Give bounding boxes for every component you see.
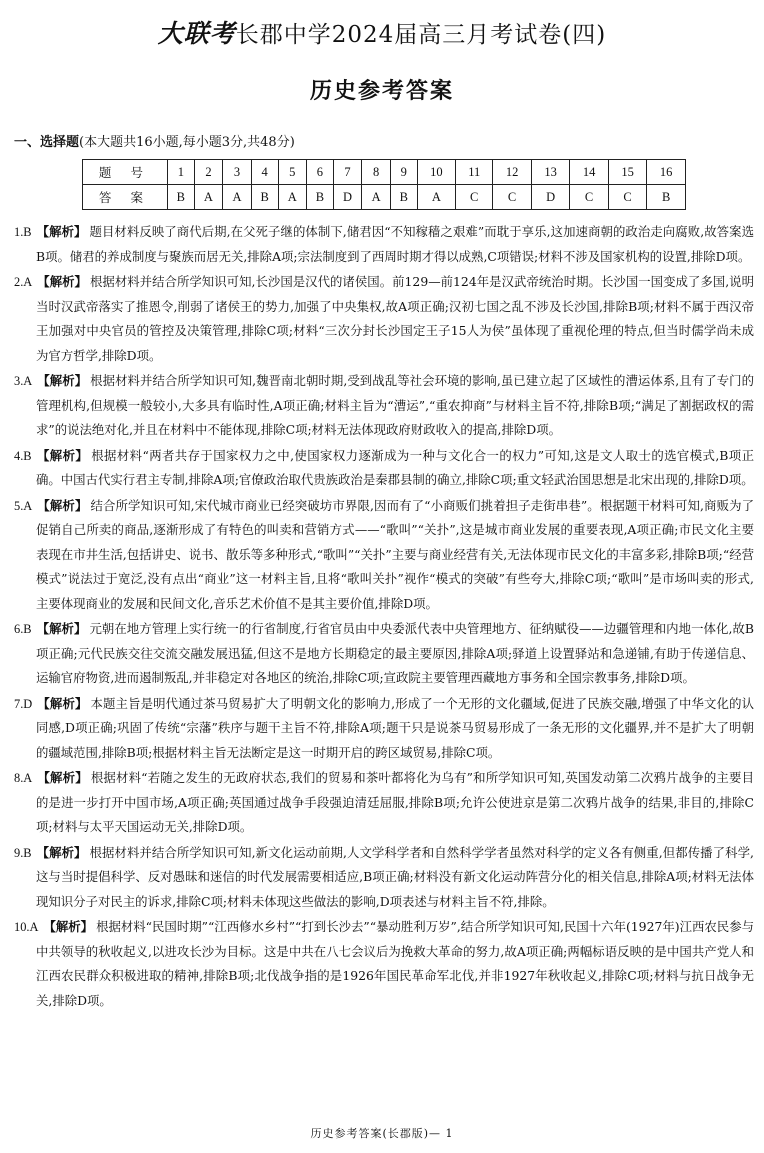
- item-number: 5.A: [14, 498, 33, 513]
- answer-row: [83, 185, 686, 210]
- question-number-cell: 4: [251, 160, 278, 185]
- question-number-cell: 5: [278, 160, 307, 185]
- item-number: 9.B: [14, 845, 32, 860]
- item-number: 7.D: [14, 696, 33, 711]
- answer-label: 答 案: [83, 185, 168, 210]
- section-note: (本大题共16小题,每小题3分,共48分): [79, 135, 295, 150]
- explanation-item: [14, 369, 754, 443]
- item-text: 本题主旨是明代通过茶马贸易扩大了明朝文化的影响力,形成了一个无形的文化疆域,促进了民族交融,增强了中华文化的认同感,D项正确;巩固了传统“宗藩”秩序与题干主旨不符,排除A项;题干只是说茶马贸易形成了一条无形的文化疆界,并不是扩大了明朝的疆域范围,排除B项;根据材料主旨无法断定是这一时期开启的跨区域贸易,排除C项。: [36, 695, 754, 760]
- explanation-list: [14, 220, 754, 1014]
- section-title: 一、选择题: [14, 135, 80, 150]
- brand-logo: 大联考: [157, 19, 236, 48]
- item-number: 3.A: [14, 374, 33, 388]
- item-text: 题目材料反映了商代后期,在父死子继的体制下,储君因“不知稼穑之艰难”而耽于享乐,这加速商朝的政治走向腐败,故答案选B项。储君的养成制度与聚族而居无关,排除A项;宗法制度到了西周时期才得以成熟,C项错误;材料不涉及国家机构的设置,排除D项。: [36, 224, 754, 264]
- explanation-item: [14, 494, 754, 617]
- question-number-cell: 13: [531, 160, 570, 185]
- answer-cell: D: [333, 185, 362, 210]
- analysis-tag: 【解析】: [36, 224, 87, 239]
- analysis-tag: 【解析】: [36, 621, 87, 636]
- question-number-cell: 6: [307, 160, 334, 185]
- answer-cell: C: [608, 185, 647, 210]
- question-number-cell: 8: [362, 160, 391, 185]
- explanation-item: [14, 841, 754, 915]
- explanation-item: [14, 692, 754, 766]
- answer-cell: C: [456, 185, 493, 210]
- exam-header: [0, 14, 764, 50]
- item-number: 2.A: [14, 275, 33, 289]
- item-text: 根据材料并结合所学知识可知,长沙国是汉代的诸侯国。前129—前124年是汉武帝统治时期。长沙国一国变成了多国,说明当时汉武帝落实了推恩令,削弱了诸侯王的势力,加强了中央集权,故A项正确;汉初七国之乱不涉及长沙国,排除B项;材料不属于西汉帝王加强对中央官员的管控及决策管理,排除C项;材料“三次分封长沙国定王子15人为侯”虽体现了重视伦理的特点,但当时儒学尚未成为官方哲学,排除D项。: [36, 274, 754, 363]
- answer-cell: C: [493, 185, 532, 210]
- item-text: 根据材料“两者共存于国家权力之中,使国家权力逐渐成为一种与文化合一的权力”可知,这是文人取士的选官模式,B项正确。中国古代实行君主专制,排除A项;官僚政治取代贵族政治是秦郡县制的确立,排除C项;重文轻武治国思想是北宋出现的,排除D项。: [36, 447, 755, 487]
- explanation-item: [14, 617, 754, 691]
- question-number-cell: 1: [168, 160, 195, 185]
- item-text: 根据材料并结合所学知识可知,新文化运动前期,人文学科学者和自然科学学者虽然对科学的定义各有侧重,但都传播了科学,这与当时提倡科学、反对愚昧和迷信的时代发展需要相适应,B项正确;材料没有新文化运动阵营分化的相关信息,排除A项;材料无法体现知识分子对民主的诉求,排除C项;材料未体现这些做法的影响,D项表述与材料主旨不符,排除。: [36, 844, 754, 909]
- explanation-item: [14, 766, 754, 840]
- document-title: 历史参考答案: [309, 79, 454, 104]
- analysis-tag: 【解析】: [36, 447, 89, 463]
- item-number: 4.B: [14, 448, 32, 463]
- item-number: 10.A: [14, 920, 39, 934]
- analysis-tag: 【解析】: [37, 373, 88, 388]
- item-text: 根据材料“若随之发生的无政府状态,我们的贸易和茶叶都将化为乌有”和所学知识可知,英国发动第二次鸦片战争的主要目的是进一步打开中国市场,A项正确;英国通过战争手段强迫清廷屈服,排除B项;允许公使进京是第二次鸦片战争的结果,非目的,排除C项;材料与太平天国运动无关,排除D项。: [36, 770, 755, 834]
- answer-cell: A: [362, 185, 391, 210]
- question-label: 题 号: [83, 160, 168, 185]
- answer-table: [82, 159, 686, 210]
- explanation-item: [14, 270, 754, 368]
- analysis-tag: 【解析】: [37, 497, 88, 513]
- analysis-tag: 【解析】: [36, 844, 87, 860]
- analysis-tag: 【解析】: [37, 274, 87, 289]
- question-number-cell: 11: [456, 160, 493, 185]
- item-number: 6.B: [14, 622, 32, 636]
- answer-cell: D: [531, 185, 570, 210]
- item-number: 8.A: [14, 771, 33, 785]
- page-footer: 历史参考答案(长郡版)— 1: [310, 1127, 454, 1140]
- answer-cell: A: [223, 185, 252, 210]
- item-text: 元朝在地方管理上实行统一的行省制度,行省官员由中央委派代表中央管理地方、征纳赋役——边疆管理和内地一体化,故B项正确;元代民族交往交流交融发展迅猛,但这不是地方长期稳定的最主要原因,排除A项;驿道上设置驿站和急递铺,有助于传递信息、运输官府物资,进而遏制叛乱,并非稳定对各地区的统治,排除C项;宣政院主要管理西藏地方事务和全国宗教事务,排除D项。: [36, 621, 755, 685]
- explanation-item: [14, 915, 754, 1013]
- item-text: 根据材料“民国时期”“江西修水乡村”“打到长沙去”“暴动胜利万岁”,结合所学知识可知,民国十六年(1927年)江西农民参与中共领导的秋收起义,以进攻长沙为目标。这是中共在八七会议后为挽救大革命的努力,故A项正确;两幅标语反映的是中国共产党人和江西农民群众积极进取的精神,排除B项;北伐战争指的是1926年国民革命军北伐,并非1927年秋收起义,排除C项;材料与抗日战争无关,排除D项。: [36, 919, 754, 1008]
- answer-cell: B: [251, 185, 278, 210]
- answer-cell: B: [390, 185, 417, 210]
- question-number-cell: 7: [333, 160, 362, 185]
- analysis-tag: 【解析】: [37, 770, 88, 785]
- answer-cell: A: [417, 185, 456, 210]
- question-number-cell: 3: [223, 160, 252, 185]
- answer-cell: C: [570, 185, 609, 210]
- item-text: 结合所学知识可知,宋代城市商业已经突破坊市界限,因而有了“小商贩们挑着担子走街串巷”。根据题干材料可知,商贩为了促销自己所卖的商品,逐渐形成了有特色的叫卖和营销方式——“歌叫”“关扑”,这是城市商业发展的重要表现,A项正确;市民文化主要表现在市井生活,包括讲史、说书、散乐等多种形式,“歌叫”“关扑”主要与商业经营有关,无法体现市民文化的丰富多彩,排除B项;“经营模式”说法过于宽泛,没有点出“商业”这一材料主旨,且将“歌叫关扑”视作“模式的突破”有些夸大,排除C项;“歌叫”是市场叫卖的形式,主要体现商业的发展和民间文化,音乐艺术价值不是其主要价值,排除D项。: [36, 497, 755, 611]
- question-number-cell: 2: [194, 160, 223, 185]
- question-number-row: [83, 160, 686, 185]
- answer-cell: A: [194, 185, 223, 210]
- section-heading: [14, 131, 295, 150]
- question-number-cell: 14: [570, 160, 609, 185]
- answer-cell: A: [278, 185, 307, 210]
- answer-cell: B: [307, 185, 334, 210]
- item-text: 根据材料并结合所学知识可知,魏晋南北朝时期,受到战乱等社会环境的影响,虽已建立起了区域性的漕运体系,且有了专门的管理机构,但规模一般较小,大多具有临时性,A项正确;材料主旨为“漕运”,“重农抑商”与材料主旨不符,排除B项;“满足了割据政权的需求”的说法绝对化,并且在材料中不能体现,排除C项;材料无法体现政府财政收入的提高,排除D项。: [36, 373, 754, 437]
- item-number: 1.B: [14, 225, 32, 239]
- question-number-cell: 12: [493, 160, 532, 185]
- answer-cell: B: [647, 185, 686, 210]
- question-number-cell: 15: [608, 160, 647, 185]
- question-number-cell: 10: [417, 160, 456, 185]
- explanation-item: [14, 444, 754, 493]
- answer-cell: B: [168, 185, 195, 210]
- explanation-item: [14, 220, 754, 269]
- analysis-tag: 【解析】: [43, 919, 94, 934]
- question-number-cell: 9: [390, 160, 417, 185]
- question-number-cell: 16: [647, 160, 686, 185]
- exam-title: 长郡中学2024届高三月考试卷(四): [235, 22, 607, 48]
- analysis-tag: 【解析】: [37, 695, 88, 711]
